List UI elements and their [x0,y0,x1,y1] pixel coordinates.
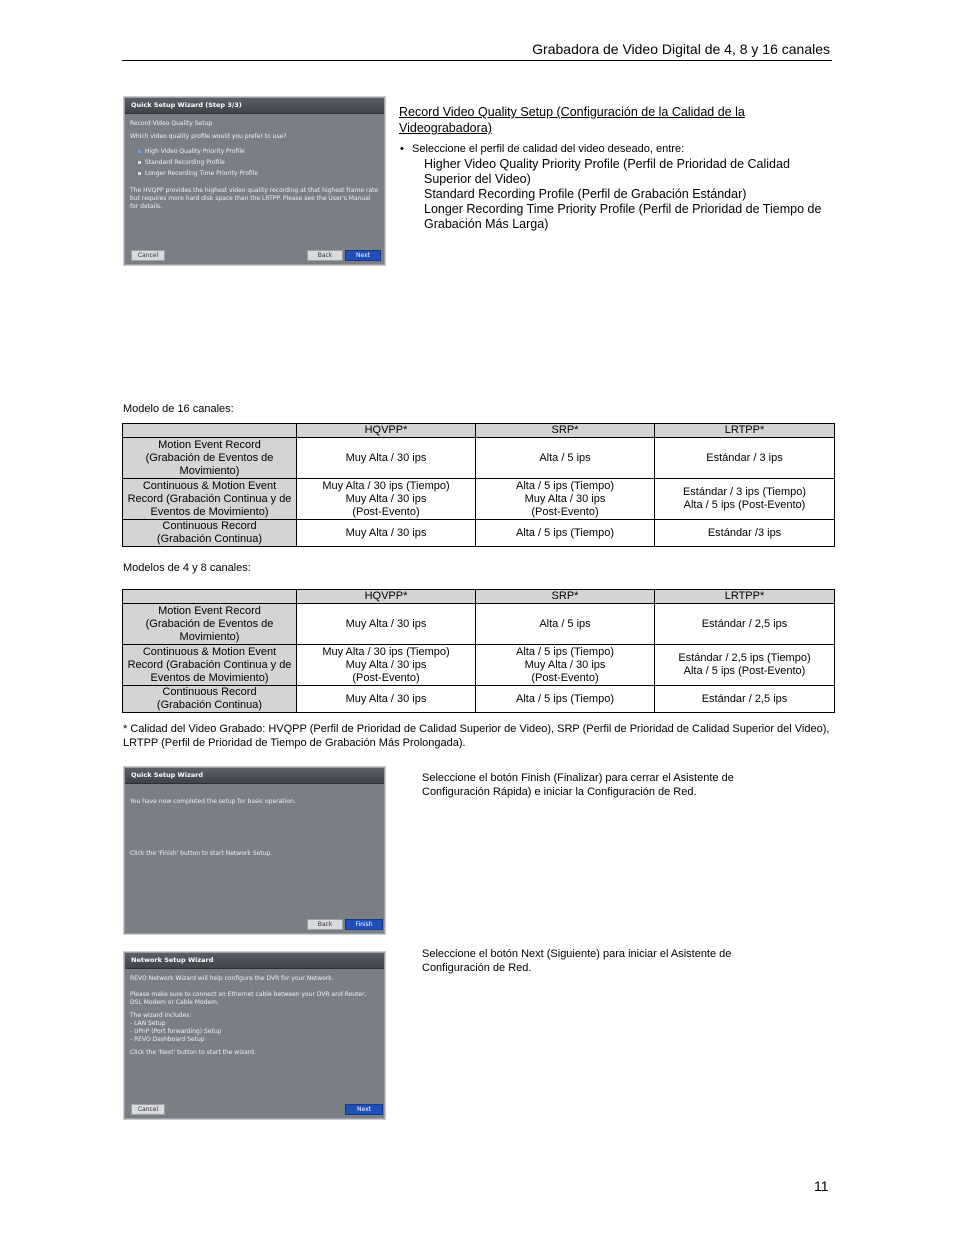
wizard-option-hvqpp[interactable]: High Video Quality Priority Profile [138,146,379,157]
table-header-cell [123,424,297,438]
wizard-option-lrtpp[interactable]: Longer Recording Time Priority Profile [138,168,379,179]
quality-table-16ch [122,423,835,547]
table-cell: Estándar / 2,5 ips [655,604,835,645]
wizard-message: You have now completed the setup for basic operation. [130,798,296,805]
table-cell: Alta / 5 ips (Tiempo) [476,520,655,547]
table-cell: Alta / 5 ips [476,438,655,479]
wizard-message: Click the 'Next' button to start the wizard. [130,1049,256,1056]
table-row [123,438,835,479]
bullet-line: • Seleccione el perfil de calidad del video deseado, entre: [400,143,685,155]
wizard-description: The HVQPP provides the highest video quality recording at that highest frame rate but requires more hard disk space than the LRTPP. Please see the User's Manual for details. [130,187,379,210]
back-button[interactable]: Back [307,250,343,261]
quality-table-4-8ch [122,589,835,713]
table-row [123,520,835,547]
row-header-cell: Motion Event Record (Grabación de Eventos de Movimiento) [123,438,297,479]
row-header-cell: Continuous Record (Grabación Continua) [123,686,297,713]
radio-icon [138,172,141,175]
wizard-titlebar: Quick Setup Wizard (Step 3/3) [125,98,384,114]
wizard-message: Please make sure to connect an Ethernet cable between your DVR and Router, DSL Modem or Cable Modem. [130,991,367,1006]
finish-button[interactable]: Finish [345,919,383,930]
table-header-cell [123,590,297,604]
running-header: Grabadora de Video Digital de 4, 8 y 16 canales [532,41,830,57]
network-setup-wizard-screenshot [124,952,385,1119]
table48-caption: Modelos de 4 y 8 canales: [123,562,251,574]
table-cell: Estándar /3 ips [655,520,835,547]
table-row [123,645,835,686]
table-row [123,604,835,645]
section-title: Record Video Quality Setup (Configuración de la Calidad de la Videograbadora) [399,105,745,135]
table-cell: Estándar / 2,5 ips (Tiempo) Alta / 5 ips (Post-Evento) [655,645,835,686]
profile-list [424,157,834,232]
table-cell: Estándar / 3 ips (Tiempo) Alta / 5 ips (Post-Evento) [655,479,835,520]
table-header-cell: HQVPP* [297,590,476,604]
table-row [123,479,835,520]
table-header-cell: SRP* [476,424,655,438]
back-button[interactable]: Back [307,919,343,930]
table-cell: Muy Alta / 30 ips (Tiempo) Muy Alta / 30 ips (Post-Evento) [297,479,476,520]
wizard-option-srp[interactable]: Standard Recording Profile [138,157,379,168]
table-header-cell: HQVPP* [297,424,476,438]
next-button[interactable]: Next [345,1104,383,1115]
table-cell: Alta / 5 ips [476,604,655,645]
row-header-cell: Continuous Record (Grabación Continua) [123,520,297,547]
table-cell: Alta / 5 ips (Tiempo) [476,686,655,713]
table-header-row [123,590,835,604]
table-row [123,686,835,713]
table-cell: Muy Alta / 30 ips [297,520,476,547]
wizard-includes-label: The wizard includes: [130,1012,192,1019]
profile-item: Longer Recording Time Priority Profile (Perfil de Prioridad de Tiempo de Grabación Más Larga) [424,202,822,231]
page-number: 11 [814,1178,829,1194]
wizard-titlebar: Quick Setup Wizard [125,768,384,784]
header-rule [122,60,832,61]
finish-instructions: Seleccione el botón Finish (Finalizar) para cerrar el Asistente de Configuración Rápida) e iniciar la Configuración de Red. [422,772,734,798]
wizard-message: Click the 'Finish' button to start Network Setup. [130,850,273,857]
row-header-cell: Continuous & Motion Event Record (Grabación Continua y de Eventos de Movimiento) [123,479,297,520]
table-cell: Muy Alta / 30 ips [297,686,476,713]
wizard-include-item: - REVO Dashboard Setup [130,1036,205,1043]
profile-item: Higher Video Quality Priority Profile (Perfil de Prioridad de Calidad Superior del Video) [424,157,790,186]
table-cell: Alta / 5 ips (Tiempo) Muy Alta / 30 ips (Post-Evento) [476,479,655,520]
wizard-include-item: - LAN Setup [130,1020,166,1027]
table-cell: Muy Alta / 30 ips (Tiempo) Muy Alta / 30 ips (Post-Evento) [297,645,476,686]
profile-item: Standard Recording Profile (Perfil de Grabación Estándar) [424,187,747,201]
row-header-cell: Continuous & Motion Event Record (Grabación Continua y de Eventos de Movimiento) [123,645,297,686]
wizard-message: REVO Network Wizard will help configure the DVR for your Network. [130,975,334,982]
quick-setup-wizard-finish-screenshot [124,767,385,934]
table-header-cell: LRTPP* [655,590,835,604]
wizard-question: Which video quality profile would you prefer to use? [130,133,287,140]
table-header-cell: SRP* [476,590,655,604]
table-cell: Muy Alta / 30 ips [297,438,476,479]
cancel-button[interactable]: Cancel [131,1104,165,1115]
table-cell: Estándar / 3 ips [655,438,835,479]
cancel-button[interactable]: Cancel [131,250,165,261]
table-cell: Muy Alta / 30 ips [297,604,476,645]
footnote: * Calidad del Video Grabado: HVQPP (Perfil de Prioridad de Calidad Superior de Video), SRP (Perfil de Prioridad de Calidad Superior del Video), LRTPP (Perfil de Prioridad de Tiempo de Grabación Más Prolongada). [123,723,830,749]
wizard-include-item: - UPnP (Port forwarding) Setup [130,1028,222,1035]
row-header-cell: Motion Event Record (Grabación de Eventos de Movimiento) [123,604,297,645]
quick-setup-wizard-step3-screenshot [124,97,385,265]
table-cell: Alta / 5 ips (Tiempo) Muy Alta / 30 ips (Post-Evento) [476,645,655,686]
wizard-titlebar: Network Setup Wizard [125,953,384,969]
table-cell: Estándar / 2,5 ips [655,686,835,713]
table-header-cell: LRTPP* [655,424,835,438]
table-header-row [123,424,835,438]
wizard-heading: Record Video Quality Setup [130,120,213,127]
radio-icon [138,161,141,164]
next-instructions: Seleccione el botón Next (Siguiente) para iniciar el Asistente de Configuración de Red. [422,948,732,974]
bullet-icon: • [400,143,404,155]
next-button[interactable]: Next [345,250,381,261]
radio-icon [138,150,141,153]
table16-caption: Modelo de 16 canales: [123,403,234,415]
